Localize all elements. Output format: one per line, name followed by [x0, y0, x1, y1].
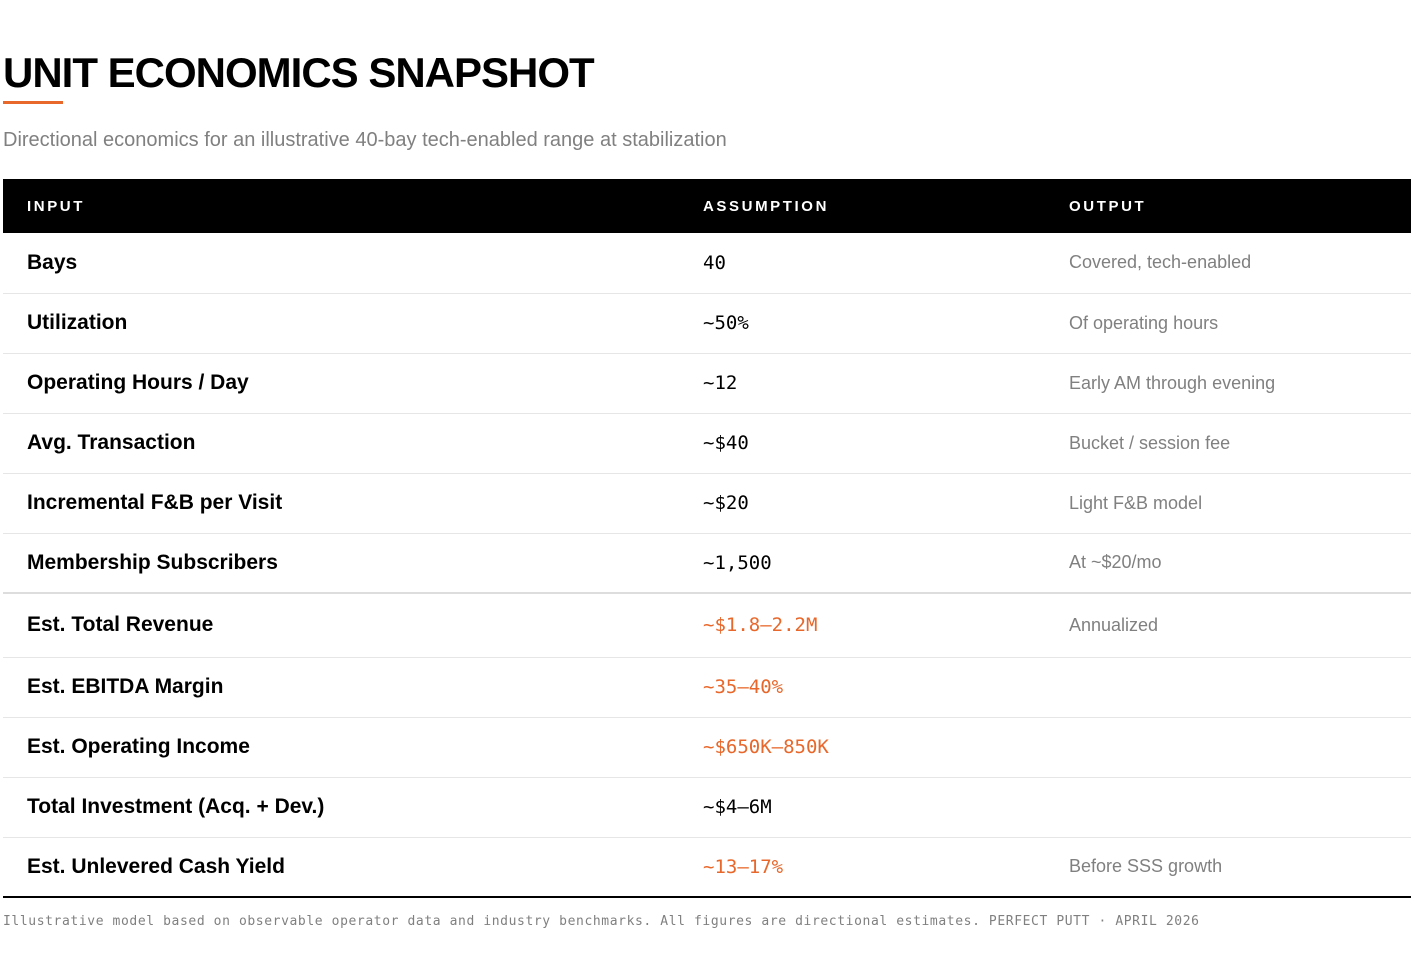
- page-subtitle: Directional economics for an illustrative 40-bay tech-enabled range at stabilization: [3, 129, 727, 151]
- row-assumption: ~1,500: [703, 551, 772, 574]
- row-input: Incremental F&B per Visit: [27, 491, 283, 514]
- row-output: Before SSS growth: [1069, 856, 1223, 877]
- row-input: Bays: [27, 250, 78, 274]
- row-input: Est. Unlevered Cash Yield: [27, 854, 285, 878]
- table-row: [3, 777, 1411, 837]
- row-output: Bucket / session fee: [1069, 432, 1231, 453]
- table-row: [3, 293, 1411, 353]
- row-input: Est. Operating Income: [27, 735, 250, 758]
- table-row: [3, 657, 1411, 717]
- row-input: Membership Subscribers: [27, 550, 278, 574]
- row-input: Avg. Transaction: [27, 431, 196, 454]
- row-input: Utilization: [27, 311, 128, 334]
- table-row: [3, 837, 1411, 897]
- row-output: At ~$20/mo: [1069, 552, 1162, 573]
- row-input: Est. EBITDA Margin: [27, 675, 224, 698]
- row-assumption: 40: [703, 251, 726, 274]
- table-header-row: [3, 179, 1411, 233]
- row-output: Light F&B model: [1069, 492, 1203, 513]
- column-header-input: INPUT: [27, 197, 85, 215]
- row-input: Operating Hours / Day: [27, 371, 249, 394]
- table-row: [3, 353, 1411, 413]
- row-output: Annualized: [1069, 614, 1159, 635]
- row-assumption: ~13–17%: [703, 855, 784, 878]
- row-assumption: ~$1.8–2.2M: [703, 614, 818, 637]
- unit-economics-table: [3, 179, 1411, 898]
- row-assumption: ~$20: [703, 492, 749, 514]
- row-output: Covered, tech-enabled: [1069, 252, 1252, 273]
- row-input: Total Investment (Acq. + Dev.): [27, 795, 325, 818]
- table-header: [3, 179, 1411, 233]
- row-assumption: ~$40: [703, 432, 749, 454]
- column-header-assumption: ASSUMPTION: [703, 197, 830, 215]
- table-row: [3, 533, 1411, 593]
- row-output: [1045, 777, 1411, 837]
- table-row: [3, 593, 1411, 657]
- row-output: Of operating hours: [1069, 312, 1219, 333]
- table-row: [3, 233, 1411, 293]
- row-assumption: ~$650K–850K: [703, 736, 829, 758]
- table-row: [3, 717, 1411, 777]
- footer-note: Illustrative model based on observable operator data and industry benchmarks. All figures are directional estimates. PERFECT PUTT · APRIL 2026: [3, 914, 1200, 929]
- table-row: [3, 413, 1411, 473]
- title-accent-rule: [3, 101, 63, 104]
- row-assumption: ~$4–6M: [703, 796, 772, 818]
- row-assumption: ~35–40%: [703, 676, 784, 698]
- row-assumption: ~12: [703, 372, 738, 394]
- row-output: [1045, 657, 1411, 717]
- row-output: [1045, 717, 1411, 777]
- page-title: UNIT ECONOMICS SNAPSHOT: [3, 49, 594, 96]
- table-body: [3, 233, 1411, 897]
- row-assumption: ~50%: [703, 312, 749, 334]
- column-header-output: OUTPUT: [1069, 197, 1147, 215]
- table-row: [3, 473, 1411, 533]
- row-input: Est. Total Revenue: [27, 613, 214, 637]
- row-output: Early AM through evening: [1069, 372, 1276, 393]
